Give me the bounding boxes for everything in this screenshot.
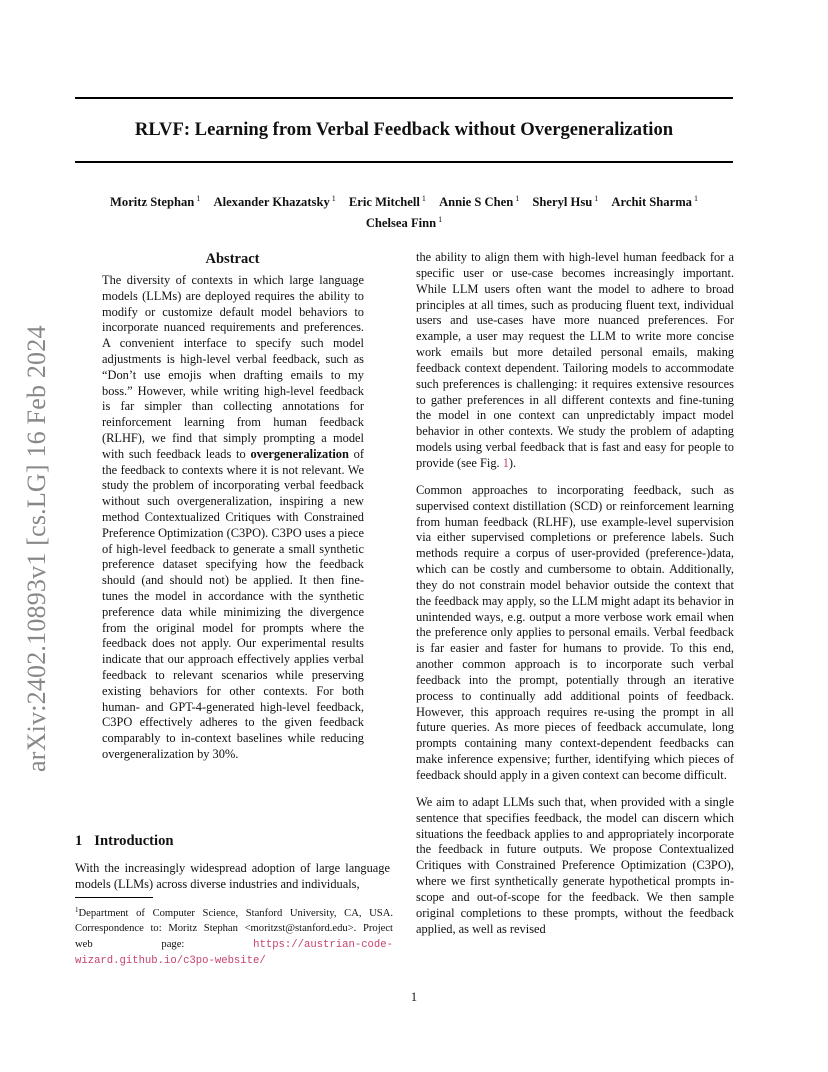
abstract-heading: Abstract [205,251,260,267]
section-title: Introduction [94,833,174,849]
page-number: 1 [410,990,418,1004]
affiliation-mark: 1 [196,194,201,203]
body-paragraph: We aim to adapt LLMs such that, when provided with a single sentence that specifies feedback, the model can discern which situations the feedback applies to and appropriately incorporate the feedback in future outputs. We propose Contextualized Critiques with Constrained Preference Optimization (C3PO), where we first synthetically generate hypothetical prompts in-scope and out-of-scope for the feedback. We then sample original completions to these prompts, without the feedback applied, as well as revised [416,794,734,936]
footnote-web-label: Project web page: [75,923,393,950]
abstract-emphasis: overgeneralization [250,446,349,461]
author [439,195,519,209]
section-heading-introduction [75,831,174,851]
footnote-correspondence: Correspondence to: Moritz Stephan <moritzst@stanford.edu>. [75,923,357,935]
abstract-text-part: The diversity of contexts in which large language models (LLMs) are deployed requires the ability to modify or customize default model behaviors to incorporate nuanced requirements and preferences. A convenient interface to specify such model adjustments is high-level verbal feedback, such as “Don’t use emojis when drafting emails to my boss.” However, while writing high-level feedback is far simpler than collecting annotations for reinforcement learning from human feedback (RLHF), we find that simply prompting a model with such feedback leads to [102,273,364,461]
author [110,195,200,209]
title-rule-top [75,97,733,99]
author-name: Sheryl Hsu [532,195,593,209]
affiliation-mark: 1 [693,194,698,203]
section-number: 1 [75,833,83,849]
paper-title: RLVF: Learning from Verbal Feedback without Overgeneralization [134,119,674,140]
abstract-text-part: of the feedback to contexts where it is not relevant. We study the problem of incorporating verbal feedback without such overgeneralization, inspiring a new method Contextualized Critiques with Constrained Preference Optimization (C3PO). C3PO uses a piece of high-level feedback to generate a small synthetic preference dataset specifying how the feedback should (and should not) be applied. It then fine-tunes the model in accordance with the synthetic preference data while minimizing the divergence from the original model for prompts where the feedback does not apply. Our experimental results indicate that our approach effectively applies verbal feedback to relevant scenarios while preserving existing behaviors for other contexts. For both human- and GPT-4-generated high-level feedback, C3PO effectively adheres to the given feedback comparably to in-context baselines while reducing overgeneralization by 30%. [102,446,364,761]
author-name: Archit Sharma [611,195,692,209]
author [349,195,426,209]
figure-reference-link[interactable]: 1 [502,455,509,470]
left-column [75,249,390,763]
paragraph-text: the ability to align them with high-level human feedback for a specific user or use-case becomes increasingly important. While LLM users often want the model to adhere to broad principles at all times, such as producing fluent text, individual users and use-cases have more nuanced preferences. For example, a user may request the LLM to write more concise work emails but more detailed personal emails, making feedback context dependent. Tailoring models to accommodate such preferences is challenging: it requires extensive resources to gather preferences in all different contexts and fine-tuning the model in one context can unpredictably impact model behavior in other contexts. We study the problem of adapting models using verbal feedback that is fast and easy for people to provide (see Fig. [416,250,734,470]
author-name: Annie S Chen [439,195,514,209]
footnote-affiliation: Department of Computer Science, Stanford University, CA, USA. [78,908,393,919]
arxiv-stamp: arXiv:2402.10893v1 [cs.LG] 16 Feb 2024 [22,325,51,772]
author-name: Eric Mitchell [348,195,420,209]
body-paragraph [416,250,734,472]
title-rule-bottom [75,161,733,163]
affiliation-mark: 1 [438,215,443,224]
affiliation-mark: 1 [515,194,520,203]
body-paragraph: Common approaches to incorporating feedback, such as supervised context distillation (SCD) or reinforcement learning from human feedback (RLHF), use example-level supervision via either supervised completions or preference labels. Such methods require a corpus of user-provided (preference-)data, which can be costly and cumbersome to obtain. Additionally, they do not constrain model behavior outside the context that the feedback may apply, so the LLM might adapt its behavior in unintended ways, e.g. output a more verbose work email when the preference only applies to personal emails. Verbal feedback is far easier and faster for humans to provide. To this end, another common approach is to incorporate such verbal feedback into the prompt, potentially through an iterative process to continually add additional points of feedback. However, this approach requires re-using the prompt in all future queries. As more pieces of feedback accumulate, long prompts containing many context-dependent feedbacks can make inference expensive; further, identifying which pieces of feedback should apply in a given context can become difficult. [416,482,734,782]
affiliation-mark: 1 [594,194,599,203]
abstract-text [102,273,364,763]
author-name: Moritz Stephan [110,195,195,209]
intro-paragraph: With the increasingly widespread adoption of large language models (LLMs) across diverse industries and individuals, [75,861,390,891]
footnote [75,903,393,969]
affiliation-mark: 1 [331,194,336,203]
paragraph-text: ). [508,455,517,470]
affiliation-mark: 1 [421,194,426,203]
author-name: Chelsea Finn [365,216,437,230]
footnote-mark: 1 [75,906,79,914]
author [213,195,335,209]
author [366,216,442,230]
author-name: Alexander Khazatsky [213,195,330,209]
project-url-link[interactable]: https://austrian-code-wizard.github.io/c3po-website/ [75,938,393,967]
author [611,195,698,209]
right-column [416,250,734,948]
author [532,195,598,209]
author-list [75,190,733,232]
footnote-rule [75,897,153,898]
